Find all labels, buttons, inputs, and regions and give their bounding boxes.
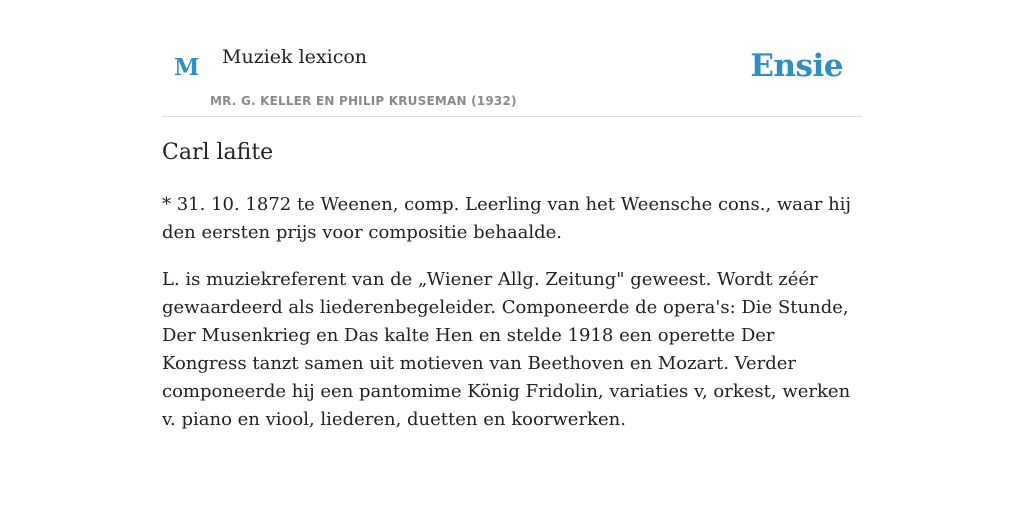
source-logo[interactable]: M	[174, 54, 200, 81]
source-authors: MR. G. KELLER EN PHILIP KRUSEMAN (1932)	[210, 94, 517, 108]
article-paragraph: L. is muziekreferent van de „Wiener Allg. Zeitung" geweest. Wordt zéér gewaardeerd als liederenbegeleider. Componeerde de opera's: Die Stunde, Der Musenkrieg en Das kalte Hen en stelde 1918 een operette Der Kongress tanzt samen uit motieven van Beethoven en Mozart. Verder componeerde hij een pantomime König Fridolin, variaties v, orkest, werken v. piano en viool, liederen, duetten en koorwerken.	[162, 268, 851, 430]
article-paragraph: * 31. 10. 1872 te Weenen, comp. Leerling van het Weensche cons., waar hij den eersten prijs voor compositie behaalde.	[162, 193, 852, 243]
source-header	[162, 0, 862, 117]
brand-logo[interactable]: Ensie	[750, 48, 843, 84]
article	[162, 139, 862, 453]
source-title[interactable]: Muziek lexicon	[222, 46, 368, 68]
article-title: Carl lafite	[162, 140, 274, 165]
